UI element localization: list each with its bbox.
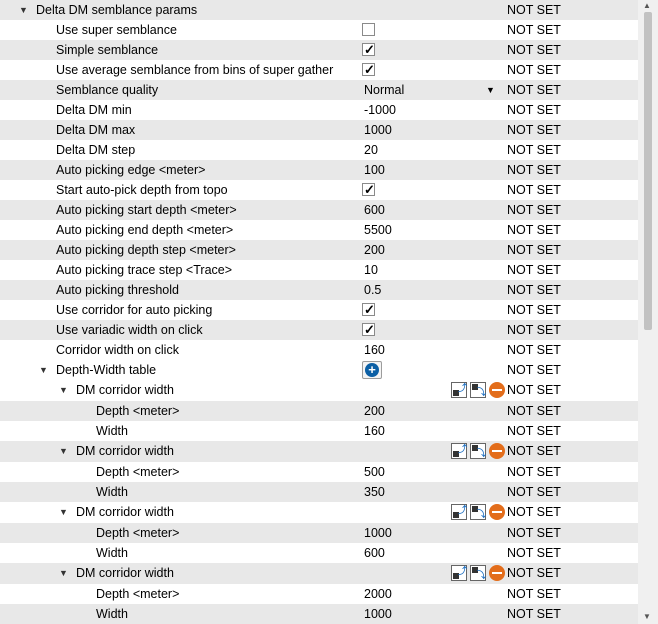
param-row[interactable] (0, 180, 638, 200)
status-text: NOT SET (507, 83, 561, 97)
status-text: NOT SET (507, 183, 561, 197)
param-row[interactable] (0, 260, 638, 280)
param-value-cell[interactable] (362, 280, 500, 300)
entry-header-row[interactable] (0, 563, 638, 584)
checkmark-icon: ✓ (364, 62, 375, 77)
remove-icon[interactable] (489, 565, 505, 581)
param-row[interactable] (0, 80, 638, 100)
status-text: NOT SET (507, 546, 561, 560)
param-row[interactable] (0, 60, 638, 80)
param-value: 1000 (364, 123, 392, 137)
status-text: NOT SET (507, 424, 561, 438)
entry-depth-value: 200 (364, 404, 385, 418)
param-label: Use corridor for auto picking (56, 303, 213, 317)
param-row[interactable] (0, 240, 638, 260)
param-value: 100 (364, 163, 385, 177)
checkmark-icon: ✓ (364, 182, 375, 197)
param-value: -1000 (364, 103, 396, 117)
entry-depth-value: 2000 (364, 587, 392, 601)
status-text: NOT SET (507, 43, 561, 57)
param-value: 200 (364, 243, 385, 257)
checkmark-icon: ✓ (364, 302, 375, 317)
param-row[interactable] (0, 200, 638, 220)
status-text: NOT SET (507, 283, 561, 297)
status-text: NOT SET (507, 203, 561, 217)
param-row[interactable] (0, 280, 638, 300)
entry-header-row[interactable] (0, 441, 638, 462)
param-value-cell[interactable] (362, 120, 500, 140)
status-text: NOT SET (507, 303, 561, 317)
status-text: NOT SET (507, 63, 561, 77)
param-value-cell[interactable] (362, 240, 500, 260)
status-text: NOT SET (507, 143, 561, 157)
status-text: NOT SET (507, 404, 561, 418)
param-value-cell[interactable] (362, 260, 500, 280)
checkmark-icon: ✓ (364, 42, 375, 57)
param-value-cell[interactable] (362, 40, 500, 60)
table-header-row[interactable] (0, 360, 638, 380)
dropdown-arrow-icon[interactable]: ▼ (486, 85, 495, 95)
status-text: NOT SET (507, 223, 561, 237)
remove-icon[interactable] (489, 382, 505, 398)
status-text: NOT SET (507, 103, 561, 117)
entry-label: DM corridor width (76, 566, 174, 580)
param-row[interactable] (0, 220, 638, 240)
param-value-cell[interactable] (362, 100, 500, 120)
collapse-arrow-icon[interactable]: ▼ (39, 365, 48, 375)
checkbox[interactable] (362, 63, 375, 76)
status-text: NOT SET (507, 363, 561, 377)
table-label: Depth-Width table (56, 363, 157, 377)
status-text: NOT SET (507, 243, 561, 257)
param-label: Start auto-pick depth from topo (56, 183, 228, 197)
param-label: Auto picking depth step <meter> (56, 243, 236, 257)
param-value: 0.5 (364, 283, 382, 297)
param-row[interactable] (0, 20, 638, 40)
section-header-row[interactable] (0, 0, 638, 20)
param-value-cell[interactable] (362, 340, 500, 360)
collapse-arrow-icon[interactable]: ▼ (59, 507, 68, 517)
entry-depth-cell[interactable] (362, 462, 500, 482)
entry-width-label: Width (96, 546, 128, 560)
entry-label: DM corridor width (76, 505, 174, 519)
param-row[interactable] (0, 100, 638, 120)
move-down-icon[interactable]: ⤵ (470, 382, 486, 398)
entry-depth-label: Depth <meter> (96, 526, 180, 540)
status-text: NOT SET (507, 485, 561, 499)
param-value-cell[interactable] (362, 160, 500, 180)
param-value-cell[interactable] (362, 200, 500, 220)
entry-width-value: 160 (364, 424, 385, 438)
entry-width-row[interactable] (0, 421, 638, 441)
scroll-up-icon[interactable]: ▲ (643, 1, 651, 10)
collapse-arrow-icon[interactable]: ▼ (59, 568, 68, 578)
param-value: 5500 (364, 223, 392, 237)
status-text: NOT SET (507, 163, 561, 177)
entry-depth-row[interactable] (0, 462, 638, 482)
entry-depth-row[interactable] (0, 584, 638, 604)
checkmark-icon: ✓ (364, 322, 375, 337)
entry-label: DM corridor width (76, 383, 174, 397)
param-label: Auto picking end depth <meter> (56, 223, 234, 237)
param-label: Delta DM step (56, 143, 136, 157)
param-row[interactable] (0, 320, 638, 340)
entry-header-row[interactable] (0, 380, 638, 401)
param-value-cell[interactable] (362, 320, 500, 340)
param-label: Auto picking edge <meter> (56, 163, 206, 177)
checkbox[interactable] (362, 23, 375, 36)
param-value-cell[interactable] (362, 20, 500, 40)
checkbox[interactable] (362, 303, 375, 316)
status-text: NOT SET (507, 343, 561, 357)
quality-select[interactable] (362, 80, 500, 100)
entry-depth-label: Depth <meter> (96, 465, 180, 479)
entry-width-cell[interactable] (362, 482, 500, 502)
param-value: 10 (364, 263, 378, 277)
entry-width-value: 600 (364, 546, 385, 560)
collapse-arrow-icon[interactable]: ▼ (19, 5, 28, 15)
param-value-cell[interactable] (362, 220, 500, 240)
entry-width-row[interactable] (0, 543, 638, 563)
param-value: 160 (364, 343, 385, 357)
entry-width-value: 350 (364, 485, 385, 499)
param-row[interactable] (0, 340, 638, 360)
entry-depth-cell[interactable] (362, 523, 500, 543)
status-text: NOT SET (507, 607, 561, 621)
scroll-down-icon[interactable]: ▼ (643, 612, 651, 621)
param-label: Use variadic width on click (56, 323, 203, 337)
param-value-cell[interactable] (362, 140, 500, 160)
status-text: NOT SET (507, 587, 561, 601)
status-text: NOT SET (507, 444, 561, 458)
entry-header-row[interactable] (0, 502, 638, 523)
param-value: 600 (364, 203, 385, 217)
entry-depth-label: Depth <meter> (96, 587, 180, 601)
entry-label: DM corridor width (76, 444, 174, 458)
checkbox[interactable] (362, 43, 375, 56)
param-row[interactable] (0, 40, 638, 60)
status-text: NOT SET (507, 566, 561, 580)
scroll-thumb[interactable] (644, 12, 652, 330)
entry-width-label: Width (96, 424, 128, 438)
param-row[interactable] (0, 120, 638, 140)
entry-width-label: Width (96, 485, 128, 499)
vertical-scrollbar[interactable] (638, 0, 658, 624)
checkbox[interactable] (362, 323, 375, 336)
move-down-icon[interactable]: ⤵ (470, 504, 486, 520)
param-label: Delta DM max (56, 123, 136, 137)
entry-width-cell[interactable] (362, 421, 500, 441)
param-label: Simple semblance (56, 43, 159, 57)
param-row[interactable] (0, 160, 638, 180)
remove-icon[interactable] (489, 504, 505, 520)
checkbox[interactable] (362, 183, 375, 196)
move-up-icon[interactable]: ⤴ (451, 382, 467, 398)
status-text: NOT SET (507, 526, 561, 540)
status-text: NOT SET (507, 123, 561, 137)
param-value-cell[interactable] (362, 180, 500, 200)
entry-width-value: 1000 (364, 607, 392, 621)
move-down-icon[interactable]: ⤵ (470, 443, 486, 459)
status-text: NOT SET (507, 323, 561, 337)
param-label: Auto picking start depth <meter> (56, 203, 237, 217)
param-value-cell[interactable] (362, 300, 500, 320)
param-label: Semblance quality (56, 83, 159, 97)
param-label: Auto picking trace step <Trace> (56, 263, 233, 277)
param-row[interactable] (0, 300, 638, 320)
entry-depth-value: 1000 (364, 526, 392, 540)
collapse-arrow-icon[interactable]: ▼ (59, 446, 68, 456)
entry-depth-cell[interactable] (362, 584, 500, 604)
entry-width-row[interactable] (0, 604, 638, 624)
status-text: NOT SET (507, 23, 561, 37)
param-label: Use super semblance (56, 23, 177, 37)
entry-width-label: Width (96, 607, 128, 621)
collapse-arrow-icon[interactable]: ▼ (59, 385, 68, 395)
entry-depth-row[interactable] (0, 401, 638, 421)
entry-width-cell[interactable] (362, 604, 500, 624)
move-up-icon[interactable]: ⤴ (451, 443, 467, 459)
status-text: NOT SET (507, 3, 561, 17)
param-row[interactable] (0, 140, 638, 160)
entry-depth-label: Depth <meter> (96, 404, 180, 418)
status-text: NOT SET (507, 465, 561, 479)
param-label: Use average semblance from bins of super gather (56, 63, 334, 77)
add-entry-button[interactable] (362, 361, 382, 379)
remove-icon[interactable] (489, 443, 505, 459)
entry-depth-value: 500 (364, 465, 385, 479)
entry-depth-row[interactable] (0, 523, 638, 543)
status-text: NOT SET (507, 383, 561, 397)
param-value: 20 (364, 143, 378, 157)
status-text: NOT SET (507, 505, 561, 519)
select-value: Normal (364, 83, 405, 97)
param-label: Auto picking threshold (56, 283, 179, 297)
entry-depth-cell[interactable] (362, 401, 500, 421)
move-up-icon[interactable]: ⤴ (451, 504, 467, 520)
entry-width-cell[interactable] (362, 543, 500, 563)
param-label: Delta DM min (56, 103, 132, 117)
param-value-cell[interactable] (362, 60, 500, 80)
status-text: NOT SET (507, 263, 561, 277)
plus-icon: + (365, 363, 379, 377)
section-label: Delta DM semblance params (36, 3, 198, 17)
entry-width-row[interactable] (0, 482, 638, 502)
param-label: Corridor width on click (56, 343, 179, 357)
move-up-icon[interactable]: ⤴ (451, 565, 467, 581)
move-down-icon[interactable]: ⤵ (470, 565, 486, 581)
